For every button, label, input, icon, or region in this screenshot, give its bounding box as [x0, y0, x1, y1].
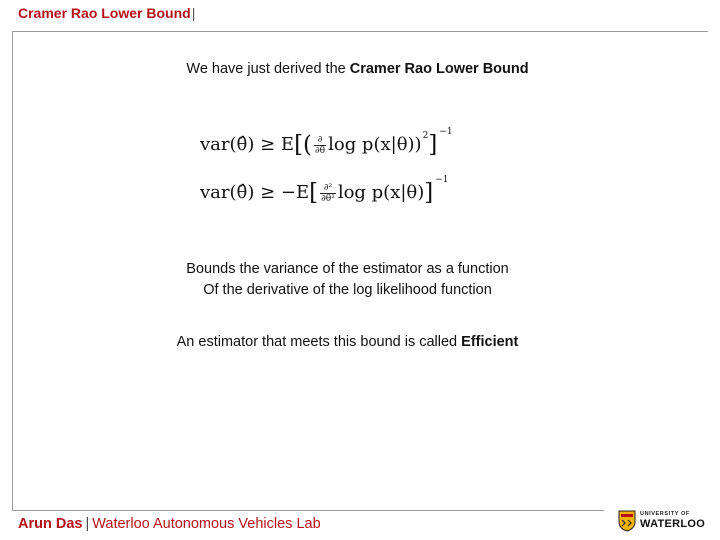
footer-divider — [12, 510, 604, 511]
footer — [18, 516, 321, 532]
logo-bottom-text: WATERLOO — [640, 518, 706, 530]
university-logo — [618, 506, 718, 536]
eq1-exponent: −1 — [439, 127, 453, 137]
efficient-prefix: An estimator that meets this bound is called — [176, 334, 462, 350]
eq2-exponent: −1 — [435, 175, 449, 185]
eq1-open: [( — [294, 132, 313, 158]
eq1-frac-den: ∂θ — [315, 145, 326, 156]
efficient-bold: Efficient — [461, 334, 519, 350]
eq1-frac-num: ∂ — [314, 135, 326, 146]
eq2-frac-num: ∂² — [320, 183, 336, 194]
eq2-fraction — [320, 183, 336, 204]
logo-top-text: UNIVERSITY OF — [640, 511, 690, 517]
slide-title — [18, 5, 195, 21]
eq1-fraction — [314, 135, 326, 156]
crlb-equation-1 — [200, 127, 453, 158]
footer-separator: | — [85, 516, 90, 532]
intro-bold: Cramer Rao Lower Bound — [349, 61, 529, 77]
description — [0, 259, 695, 301]
eq1-close: ] — [428, 132, 438, 158]
eq2-body: log p(x|θ) — [337, 182, 425, 203]
intro-prefix: We have just derived the — [186, 61, 350, 77]
crlb-equation-2 — [200, 175, 449, 206]
eq2-close: ] — [424, 180, 434, 206]
eq1-body: log p(x|θ)) — [328, 134, 422, 155]
eq2-frac-den: ∂θ² — [321, 193, 335, 204]
description-line-1: Bounds the variance of the estimator as a function — [186, 261, 509, 277]
slide-title-text: Cramer Rao Lower Bound — [18, 5, 191, 21]
eq2-open: [ — [309, 180, 319, 206]
footer-author: Arun Das — [18, 516, 83, 532]
title-divider — [12, 31, 708, 32]
intro-text — [0, 61, 715, 77]
description-line-2: Of the derivative of the log likelihood function — [203, 282, 492, 298]
eq1-lhs: var(θ̂) ≥ E — [200, 134, 295, 155]
slide-title-cursor: | — [191, 5, 196, 21]
eq1-square: 2 — [422, 131, 429, 141]
footer-lab: Waterloo Autonomous Vehicles Lab — [92, 516, 321, 532]
efficient-statement — [0, 334, 695, 350]
eq2-lhs: var(θ̂) ≥ −E — [200, 182, 310, 203]
shield-icon — [618, 510, 636, 532]
